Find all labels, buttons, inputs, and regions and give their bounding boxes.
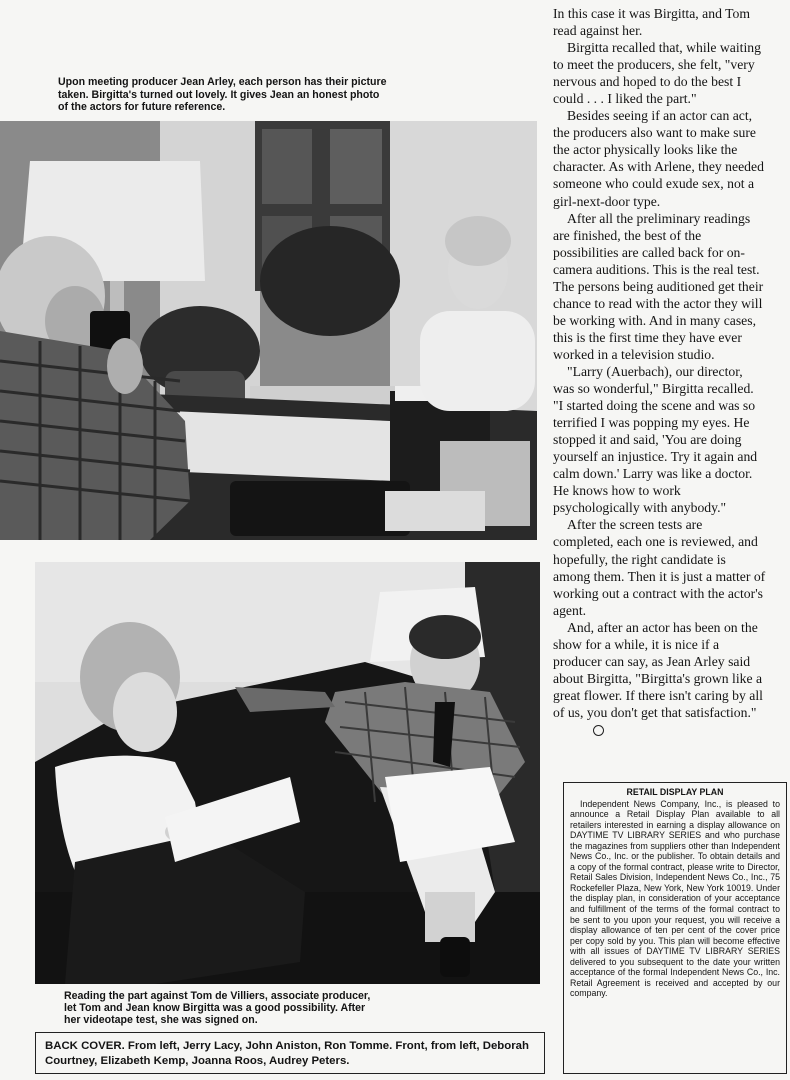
article-text-column <box>553 5 766 738</box>
back-cover-credits: BACK COVER. From left, Jerry Lacy, John Aniston, Ron Tomme. Front, from left, Deborah Courtney, Elizabeth Kemp, Joanna Roos, Audrey Peters. <box>35 1032 545 1074</box>
article-paragraph-text: And, after an actor has been on the show for a while, it is nice if a producer can say, as Jean Arley said about Birgitta, "Birgitta's grown like a great flower. If there isn't caring by all of us, you don't get that satisfaction." <box>553 619 763 720</box>
article-paragraph: "Larry (Auerbach), our director, was so wonderful," Birgitta recalled. "I started doing the scene and was so terrified I was popping my eyes. He stopped it and said, 'You are doing yourself an injustice. Try it again and calm down.' Larry was like a doctor. He knows how to work psychologically with anybody." <box>553 363 758 516</box>
article-paragraph: Besides seeing if an actor can act, the producers also want to make sure the actor physically looks like the character. As with Arlene, they needed someone who could exude sex, not a girl-next-door type. <box>553 108 764 209</box>
article-paragraph-last <box>553 619 766 738</box>
retail-plan-body: Independent News Company, Inc., is pleased to announce a Retail Display Plan available to all retailers interested in earning a display allowance on DAYTIME TV LIBRARY SERIES and who purchase the magazines from suppliers other than Independent News Co., Inc. or the publisher. To obtain details and a copy of the formal contract, please write to Director, Retail Sales Division, Independent News Co., Inc., 75 Rockefeller Plaza, New York, New York 10019. Under the display plan, in consideration of your acceptance and fulfillment of the terms of the formal contract to be sent to you upon your request, you will receive a display allowance of ten per cent of the cover price per copy sold by you. This plan will become effective with all issues of DAYTIME TV LIBRARY SERIES delivered to you subsequent to the date your written acceptance of the formal Independent News Co., Inc. Retail Agreement is received and accepted by our company. <box>570 798 780 999</box>
article-paragraph: After the screen tests are completed, each one is reviewed, and hopefully, the right candidate is among them. Then it is just a matter of working out a contract with the actor's agent. <box>553 517 766 618</box>
article-paragraph: After all the preliminary readings are finished, the best of the possibilities are called back for on-camera auditions. This is the real test. The persons being auditioned get their chance to read with the actor they will be working with. And in many cases, this is the first time they have ever worked in a television studio. <box>553 210 764 362</box>
retail-display-plan-box <box>563 782 787 1074</box>
retail-plan-title: RETAIL DISPLAY PLAN <box>626 787 724 797</box>
top-photo-caption: Upon meeting producer Jean Arley, each person has their picture taken. Birgitta's turned out lovely. It gives Jean an honest photo of the actors for future reference. <box>58 76 387 113</box>
article-paragraph: In this case it was Birgitta, and Tom read against her. <box>553 6 750 39</box>
audition-photo-session <box>0 121 537 540</box>
bottom-photo-caption: Reading the part against Tom de Villiers, associate producer, let Tom and Jean know Birgitta was a good possibility. After her videotape test, she was signed on. <box>64 990 371 1027</box>
end-of-article-mark <box>593 725 604 736</box>
reading-scene-photo <box>35 562 540 984</box>
article-paragraph: Birgitta recalled that, while waiting to meet the producers, she felt, "very nervous and hoped to do the best I could . . . I liked the part." <box>553 40 761 107</box>
